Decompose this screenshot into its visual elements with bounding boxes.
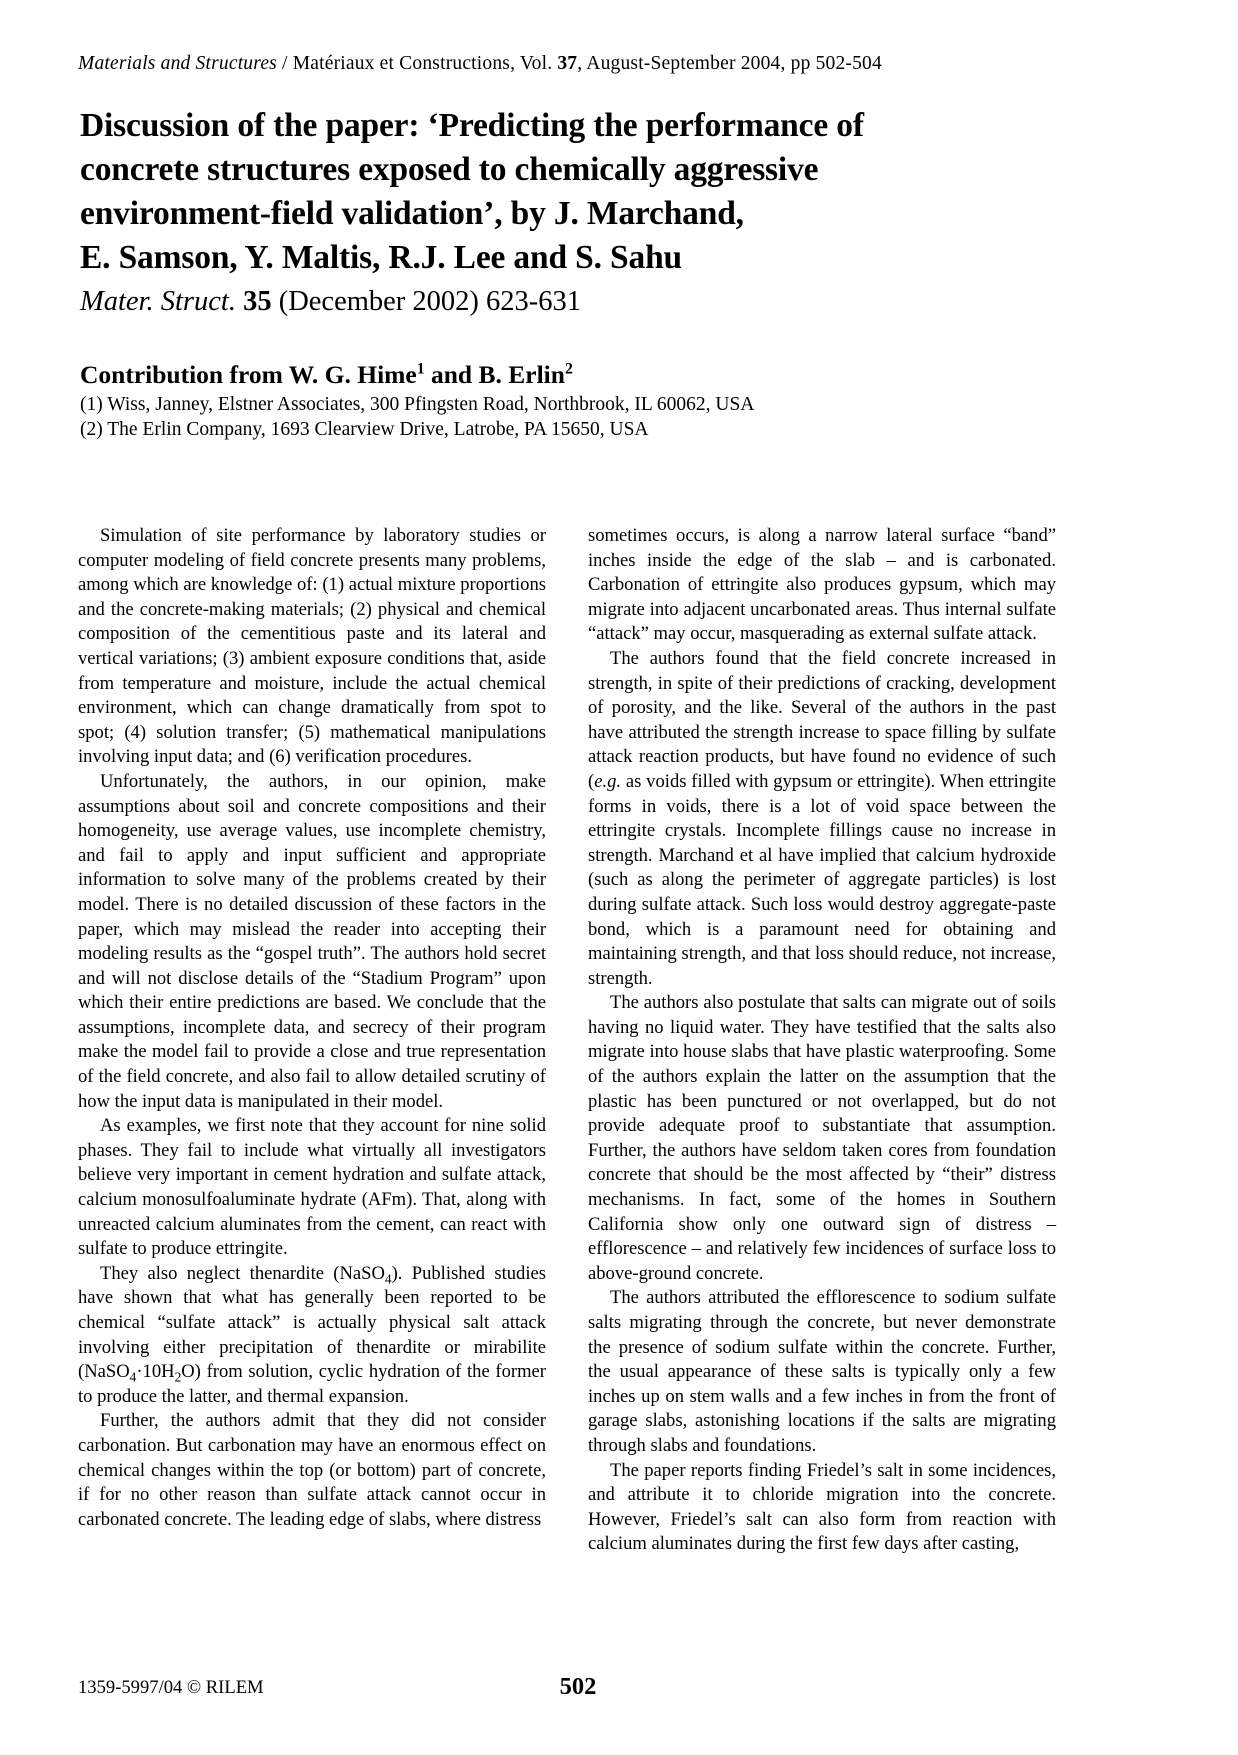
source-volume: 35 [243,286,272,317]
page-title-line-4: E. Samson, Y. Maltis, R.J. Lee and S. Sahu [80,239,683,276]
source-journal-abbrev: Mater. Struct. [80,286,236,317]
paragraph-text: They also neglect thenardite (NaSO$_4$). Published studies have shown that what has generally been reported to be chemical “sulfate attack” is actually physical salt attack involving either precipitation of thenardite or mirabilite $(NaSO_4\cdot 10H_2O)$ from solution, cyclic hydration of the former to produce the latter, and thermal expansion. [78,1262,546,1407]
page-title-line-3: environment-field validation’, by J. Marchand, [80,195,744,232]
contribution-heading [80,358,1040,392]
issn-copyright: 1359-5997/04 © RILEM [78,1677,264,1698]
paragraph-text: As examples, we first note that they account for nine solid phases. They fail to include what virtually all investigators believe very important in cement hydration and sulfate attack, calcium monosulfoaluminate hydrate (AFm). That, along with unreacted calcium aluminates from the cement, can react with sulfate to produce ettringite. [78,1115,546,1260]
paragraph-text: The authors found that the field concrete increased in strength, in spite of their predictions of cracking, development of porosity, and the like. Several of the authors in the past have attributed the strength increase to space filling by sulfate attack reaction products, but have found no evidence of such (e.g. as voids filled with gypsum or ettringite). When ettringite forms in voids, there is a lot of void space between the ettringite crystals. Incomplete fillings cause no increase in strength. Marchand et al have implied that calcium hydroxide (such as along the perimeter of aggregate particles) is lost during sulfate attack. Such loss would destroy aggregate-paste bond, which is a paramount need for obtaining and maintaining strength, and that loss should reduce, not increase, strength. [588,647,1056,989]
affiliation-1: (1) Wiss, Janney, Elstner Associates, 300 Pfingsten Road, Northbrook, IL 60062, USA [80,394,755,415]
paragraph [78,1409,546,1532]
source-citation [80,282,1040,322]
paragraph-text: sometimes occurs, is along a narrow lateral surface “band” inches inside the edge of the slab – and is carbonated. Carbonation of ettringite also produces gypsum, which may migrate into adjacent uncarbonated areas. Thus internal sulfate “attack” may occur, masquerading as external sulfate attack. [588,525,1056,645]
running-head-journal-fr: Matériaux et Constructions, Vol. [292,53,558,74]
paragraph [588,1286,1056,1458]
affiliation-2: (2) The Erlin Company, 1693 Clearview Drive, Latrobe, PA 15650, USA [80,419,649,440]
source-issue-pages: (December 2002) 623-631 [278,286,582,317]
paragraph [78,524,546,770]
author-2-marker: 2 [564,360,573,378]
author-1-marker: 1 [416,360,425,378]
paragraph [588,647,1056,991]
title-block [80,104,1040,322]
paragraph [588,1459,1056,1557]
paragraph [78,1114,546,1262]
contribution-heading-mid: and B. Erlin [424,360,565,389]
page-title-line-1: Discussion of the paper: ‘Predicting the performance of [80,107,864,144]
running-head-journal-en: Materials and Structures [78,53,277,74]
paragraph [588,524,1056,647]
paragraph [588,991,1056,1286]
contribution-heading-pre: Contribution from W. G. Hime [80,360,417,389]
paragraph-text: Unfortunately, the authors, in our opinion, make assumptions about soil and concrete compositions and their homogeneity, use average values, use incomplete chemistry, and fail to apply and input sufficient and appropriate information to solve many of the problems created by their model. There is no detailed discussion of these factors in the paper, which may mislead the reader into accepting their modeling results as the “gospel truth”. The authors hold secret and will not disclose details of the “Stadium Program” upon which their entire predictions are based. We conclude that the assumptions, incomplete data, and secrecy of their program make the model fail to provide a close and true representation of the field concrete, and also fail to allow detailed scrutiny of how the input data is manipulated in their model. [78,770,546,1112]
page-title-line-2: concrete structures exposed to chemically aggressive [80,151,819,188]
running-head [78,52,1158,76]
paragraph [78,1262,546,1410]
running-head-separator: / [276,53,293,74]
right-column [588,524,1056,1557]
running-head-volume: 37 [557,53,578,74]
body-columns [78,524,1160,1557]
paragraph-text: The paper reports finding Friedel’s salt in some incidences, and attribute it to chloride migration into the concrete. However, Friedel’s salt can also form from reaction with calcium aluminates during the first few days after casting, [588,1459,1056,1555]
running-head-rest: , August-September 2004, pp 502-504 [577,53,882,74]
paragraph-text: The authors attributed the efflorescence to sodium sulfate salts migrating through the concrete, but never demonstrate the presence of sodium sulfate within the concrete. Further, the usual appearance of these salts is typically only a few inches up on stem walls and a few inches in from the front of garage slabs, astonishing locations if the salts are migrating through slabs and foundations. [588,1287,1056,1456]
left-column [78,524,546,1557]
contribution-block [80,358,1040,442]
paragraph [78,770,546,1114]
paragraph-text: Simulation of site performance by laboratory studies or computer modeling of field concrete presents many problems, among which are knowledge of: (1) actual mixture proportions and the concrete-making materials; (2) physical and chemical composition of the cementitious paste and its lateral and vertical variations; (3) ambient exposure conditions that, aside from temperature and moisture, include the actual chemical environment, which can change dramatically from spot to spot; (4) solution transfer; (5) mathematical manipulations involving input data; and (6) verification procedures. [78,525,546,768]
paragraph-text: The authors also postulate that salts can migrate out of soils having no liquid water. They have testified that the salts also migrate into house slabs that have plastic waterproofing. Some of the authors explain the latter on the assumption that the plastic has been punctured or not overlapped, but do not provide adequate proof to substantiate that assumption. Further, the authors have seldom taken cores from foundation concrete that should be the most affected by “their” distress mechanisms. In fact, some of the homes in Southern California show only one outward sign of distress – efflorescence – and relatively few incidences of surface loss to above-ground concrete. [588,992,1056,1284]
paragraph-text: Further, the authors admit that they did not consider carbonation. But carbonation may have an enormous effect on chemical changes within the top (or bottom) part of concrete, if for no other reason than sulfate attack cannot occur in carbonated concrete. The leading edge of slabs, where distress [78,1410,546,1530]
page-number: 502 [559,1673,597,1700]
page-footer [78,1673,1160,1704]
